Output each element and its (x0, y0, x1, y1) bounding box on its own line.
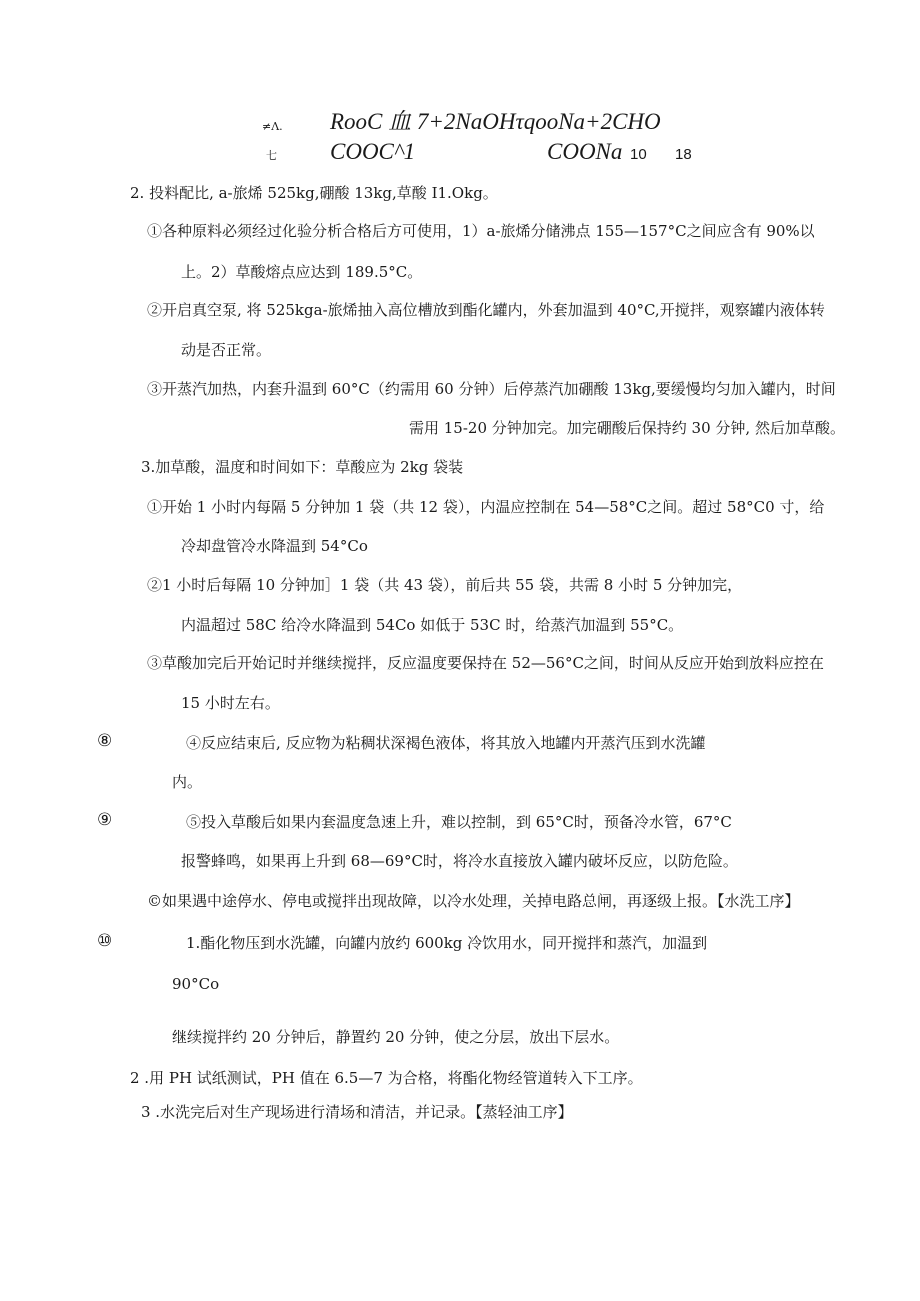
item-3-3-line-1: ③草酸加完后开始记时并继续搅拌，反应温度要保持在 52—56°C之间，时间从反应开始到放料应控在 (147, 654, 824, 672)
equation-number-2: 18 (675, 146, 692, 163)
equation-tag-2: 七 (266, 149, 277, 162)
item-3-5-line-1: ⑤投入草酸后如果内套温度急速上升，难以控制，到 65°C时，预备冷水管，67°C (186, 813, 732, 831)
item-2-3-line-1: ③开蒸汽加热，内套升温到 60°C（约需用 60 分钟）后停蒸汽加硼酸 13kg,要缓慢均匀加入罐内，时间 (147, 380, 836, 398)
item-3-2-line-2: 内温超过 58C 给冷水降温到 54Co 如低于 53C 时，给蒸汽加温到 55°C。 (181, 616, 684, 634)
item-2-1-line-1: ①各种原料必须经过化验分析合格后方可使用，1）a-旅烯分储沸点 155—157°C之间应含有 90%以 (147, 222, 815, 240)
equation-line-1: RooC 血 7+2NaOHτqooNa+2CHO (330, 109, 661, 134)
item-2-2-line-1: ②开启真空泵, 将 525kga-旅烯抽入高位槽放到酯化罐内，外套加温到 40°C,开搅拌，观察罐内液体转 (147, 301, 825, 319)
equation-line-2-left: COOC^1 (330, 139, 416, 164)
item-2-2-line-2: 动是否正常。 (181, 341, 272, 359)
item-3-1-line-1: ①开始 1 小时内每隔 5 分钟加 1 袋（共 12 袋），内温应控制在 54—58°C之间。超过 58°C0 寸，给 (147, 498, 825, 516)
item-3-3-line-2: 15 小时左右。 (181, 694, 280, 712)
margin-marker-8: ⑧ (97, 731, 113, 751)
item-3-2-line-1: ②1 小时后每隔 10 分钟加］1 袋（共 43 袋），前后共 55 袋，共需 8 小时 5 分钟加完， (147, 576, 743, 594)
equation-tag-1: ≠Λ. (262, 120, 283, 133)
wash-item-2: 2 .用 PH 试纸测试，PH 值在 6.5—7 为合格，将酯化物经管道转入下工序。 (130, 1069, 643, 1087)
item-2-1-line-2: 上。2）草酸熔点应达到 189.5°C。 (181, 263, 423, 281)
wash-item-1-line-3: 继续搅拌约 20 分钟后，静置约 20 分钟，使之分层，放出下层水。 (172, 1028, 620, 1046)
item-3-4-line-2: 内。 (172, 773, 203, 791)
section-2-heading: 2. 投料配比, a-旅烯 525kg,硼酸 13kg,草酸 I1.Okg。 (130, 184, 498, 202)
wash-item-1-line-2: 90°Co (172, 975, 220, 993)
wash-item-3: 3 .水洗完后对生产现场进行清场和清洁，并记录。【蒸轻油工序】 (141, 1103, 573, 1121)
margin-marker-9: ⑨ (97, 810, 113, 830)
item-3-6: ©如果遇中途停水、停电或搅拌出现故障，以冷水处理，关掉电路总闸，再逐级上报。【水洗工序】 (147, 892, 800, 910)
equation-number-1: 10 (630, 146, 647, 163)
item-3-4-line-1: ④反应结束后, 反应物为粘稠状深褐色液体，将其放入地罐内开蒸汽压到水洗罐 (186, 734, 706, 752)
section-3-heading: 3.加草酸，温度和时间如下：草酸应为 2kg 袋装 (141, 458, 464, 476)
item-3-1-line-2: 冷却盘管冷水降温到 54°Co (181, 537, 368, 555)
equation-line-2-right: COONa (547, 139, 623, 164)
wash-item-1-line-1: 1.酯化物压到水洗罐，向罐内放约 600kg 冷饮用水，同开搅拌和蒸汽，加温到 (186, 934, 708, 952)
margin-marker-10: ⑩ (97, 931, 113, 951)
item-3-5-line-2: 报警蜂鸣，如果再上升到 68—69°C时，将冷水直接放入罐内破坏反应，以防危险。 (181, 852, 738, 870)
item-2-3-line-2: 需用 15-20 分钟加完。加完硼酸后保持约 30 分钟, 然后加草酸。 (409, 419, 845, 437)
